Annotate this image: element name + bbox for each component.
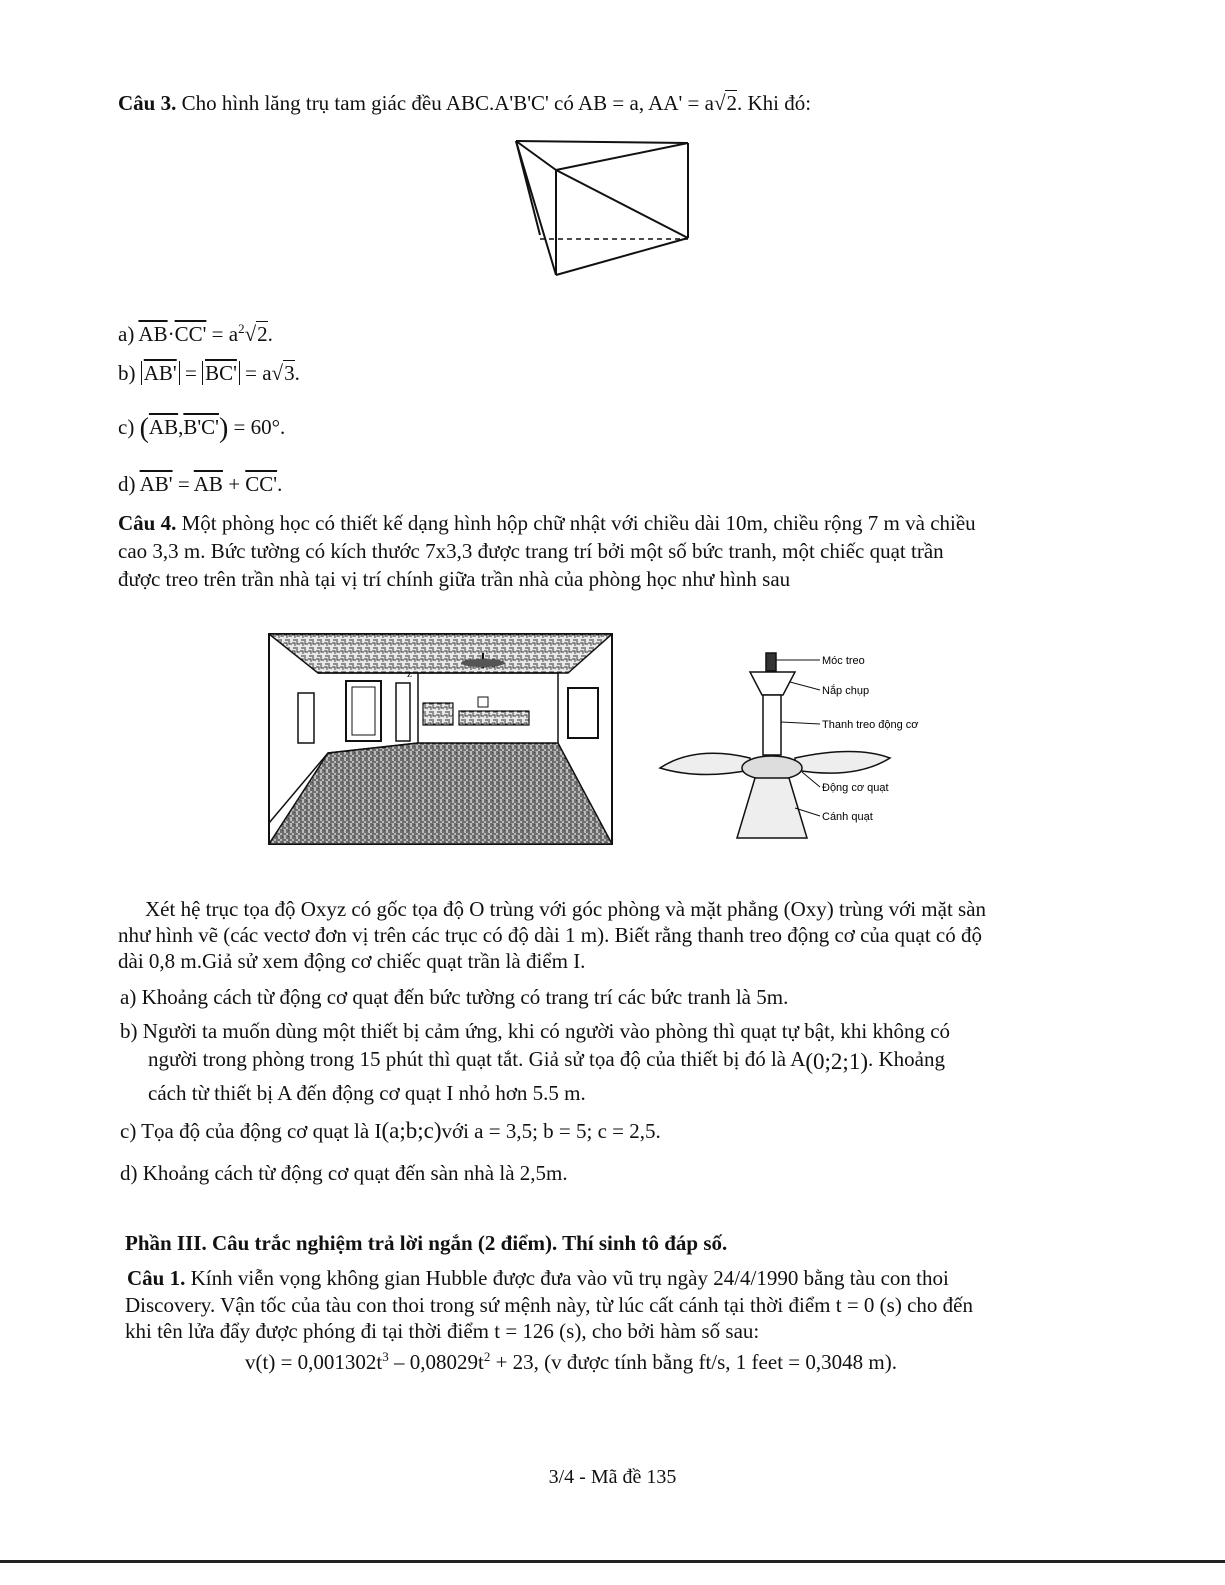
- q4-para-2: như hình vẽ (các vectơ đơn vị trên các trục có độ dài 1 m). Biết rằng thanh treo động cơ của quạt có độ: [118, 923, 982, 947]
- q4-b-tail: . Khoảng: [867, 1047, 945, 1071]
- fan-label-blade: Cánh quạt: [822, 811, 873, 823]
- vector-cc: CC': [174, 322, 207, 346]
- paren-close: ): [218, 413, 229, 444]
- vector-cc: CC': [245, 472, 278, 496]
- coord-a: (0;2;1): [805, 1049, 868, 1074]
- part3-q1-line1: [127, 1265, 949, 1291]
- q3-prism: ABC.A'B'C': [445, 91, 549, 115]
- q3-co: có: [554, 91, 574, 115]
- vector-bc-prime: BC': [205, 361, 237, 385]
- q4-line-2: cao 3,3 m. Bức tường có kích thước 7x3,3 được trang trí bởi một số bức tranh, một chiếc quạt trần: [118, 539, 944, 563]
- option-c-end: .: [280, 415, 286, 439]
- option-a-rhs: = a: [211, 322, 239, 346]
- option-b-rhs: = a: [245, 361, 272, 385]
- exponent: 2: [238, 321, 245, 336]
- option-a-end: .: [267, 322, 273, 346]
- q3-ab-eq: AB = a: [577, 91, 639, 115]
- q3-label: Câu 3.: [118, 91, 177, 115]
- option-d-label: d): [118, 472, 136, 496]
- option-c-label: c): [118, 415, 135, 439]
- vector-ab-prime: AB': [139, 472, 173, 496]
- option-b-label: b): [118, 361, 136, 385]
- fan-label-rod: Thanh treo động cơ: [822, 719, 919, 731]
- vector-ab: $\overline{AB}$: [193, 472, 223, 496]
- classroom-illustration: [268, 633, 613, 845]
- equals: =: [184, 361, 197, 385]
- fan-label-cap: Nắp chụp: [822, 685, 870, 697]
- ceiling-fan-illustration: [655, 650, 945, 845]
- q4-c-text: c) Tọa độ của động cơ quạt là I: [120, 1119, 382, 1143]
- prism-figure: [510, 135, 695, 285]
- formula-part-a: v(t) = 0,001302t: [245, 1350, 383, 1374]
- plus: +: [228, 472, 241, 496]
- q4-label: Câu 4.: [118, 511, 177, 535]
- formula-part-c: + 23, (v được tính bằng ft/s, 1 feet = 0,3048 m).: [490, 1350, 897, 1374]
- q4-option-d: d) Khoảng cách từ động cơ quạt đến sàn nhà là 2,5m.: [120, 1161, 568, 1185]
- vector-ab-prime: AB': [143, 361, 177, 385]
- vector-b-c-prime: B'C': [183, 415, 219, 439]
- magnitude-bc-prime: [202, 361, 240, 385]
- sqrt-sign: √2: [244, 322, 268, 346]
- dot-op: ·: [167, 322, 175, 346]
- q3-option-b: [118, 360, 300, 386]
- formula-exp-3: 3: [382, 1349, 389, 1364]
- coord-i: (a;b;c): [381, 1118, 442, 1143]
- q4-c-tail: với a = 3,5; b = 5; c = 2,5.: [441, 1119, 661, 1143]
- q3-sqrt-two: 2: [726, 91, 737, 115]
- formula-exp-2: 2: [483, 1349, 491, 1364]
- q4-option-b-line1: b) Người ta muốn dùng một thiết bị cảm ứng, khi có người vào phòng thì quạt tự bật, khi không có: [120, 1019, 951, 1043]
- part3-q1-text: Kính viễn vọng không gian Hubble được đưa vào vũ trụ ngày 24/4/1990 bằng tàu con thoi: [190, 1266, 949, 1290]
- q3-intro: Cho hình lăng trụ tam giác đều: [181, 91, 442, 115]
- q3-option-d: [118, 471, 282, 497]
- q4-para-1: Xét hệ trục tọa độ Oxyz có gốc tọa độ O trùng với góc phòng và mặt phẳng (Oxy) trùng với mặt sàn: [145, 897, 987, 921]
- part3-q1-line2: Discovery. Vận tốc của tàu con thoi trong sứ mệnh này, từ lúc cất cánh tại thời điểm t = 0 (s) cho đến: [125, 1293, 973, 1317]
- q4-option-c: [120, 1118, 661, 1144]
- q4-option-b-line2: [148, 1046, 945, 1075]
- vector-ab: $\overline{AB}$: [138, 322, 168, 346]
- paren-open: (: [139, 413, 149, 444]
- radicand: 2: [257, 322, 268, 346]
- fan-label-motor: Động cơ quạt: [822, 782, 889, 794]
- fan-label-hook: Móc treo: [822, 655, 865, 667]
- q4-text-1: Một phòng học có thiết kế dạng hình hộp chữ nhật với chiều dài 10m, chiều rộng 7 m và chiều: [181, 511, 976, 535]
- equals: =: [177, 472, 190, 496]
- option-b-end: .: [294, 361, 300, 385]
- radicand: 3: [284, 361, 295, 385]
- bottom-border: [0, 1560, 1225, 1563]
- q3-aa-prefix: , AA' = a: [638, 91, 714, 115]
- magnitude-ab-prime: [141, 361, 180, 385]
- sqrt-sign: √3: [271, 361, 295, 385]
- formula-part-b: – 0,08029t: [388, 1350, 484, 1374]
- q4-line-1: [118, 510, 976, 536]
- q4-option-a: a) Khoảng cách từ động cơ quạt đến bức tường có trang trí các bức tranh là 5m.: [120, 985, 789, 1009]
- q3-tail: . Khi đó:: [736, 91, 812, 115]
- part3-q1-label: Câu 1.: [127, 1266, 186, 1290]
- vector-ab: $\overline{AB}$: [148, 415, 179, 439]
- q4-b-text: người trong phòng trong 15 phút thì quạt tắt. Giả sử tọa độ của thiết bị đó là A: [148, 1047, 806, 1071]
- option-d-end: .: [277, 472, 283, 496]
- velocity-formula: [245, 1344, 897, 1375]
- q4-option-b-line3: cách từ thiết bị A đến động cơ quạt I nhỏ hơn 5.5 m.: [148, 1081, 586, 1105]
- comma: ,: [178, 415, 184, 439]
- sqrt-sign: √2: [713, 91, 737, 115]
- q4-line-3: được treo trên trần nhà tại vị trí chính giữa trần nhà của phòng học như hình sau: [118, 567, 791, 591]
- q4-para-3: dài 0,8 m.Giả sử xem động cơ chiếc quạt trần là điểm I.: [118, 949, 586, 973]
- page-footer: 3/4 - Mã đề 135: [548, 1466, 677, 1488]
- axis-z-label: z: [407, 668, 412, 680]
- option-c-rhs: = 60°: [233, 415, 281, 439]
- part3-q1-line3: khi tên lửa đẩy được phóng đi tại thời điểm t = 126 (s), cho bởi hàm số sau:: [125, 1319, 760, 1343]
- part3-heading: Phần III. Câu trắc nghiệm trả lời ngắn (2 điểm). Thí sinh tô đáp số.: [125, 1231, 728, 1255]
- q3-option-c: [118, 414, 285, 442]
- q3-statement: [118, 90, 811, 116]
- option-a-label: a): [118, 322, 135, 346]
- q3-option-a: [118, 316, 273, 347]
